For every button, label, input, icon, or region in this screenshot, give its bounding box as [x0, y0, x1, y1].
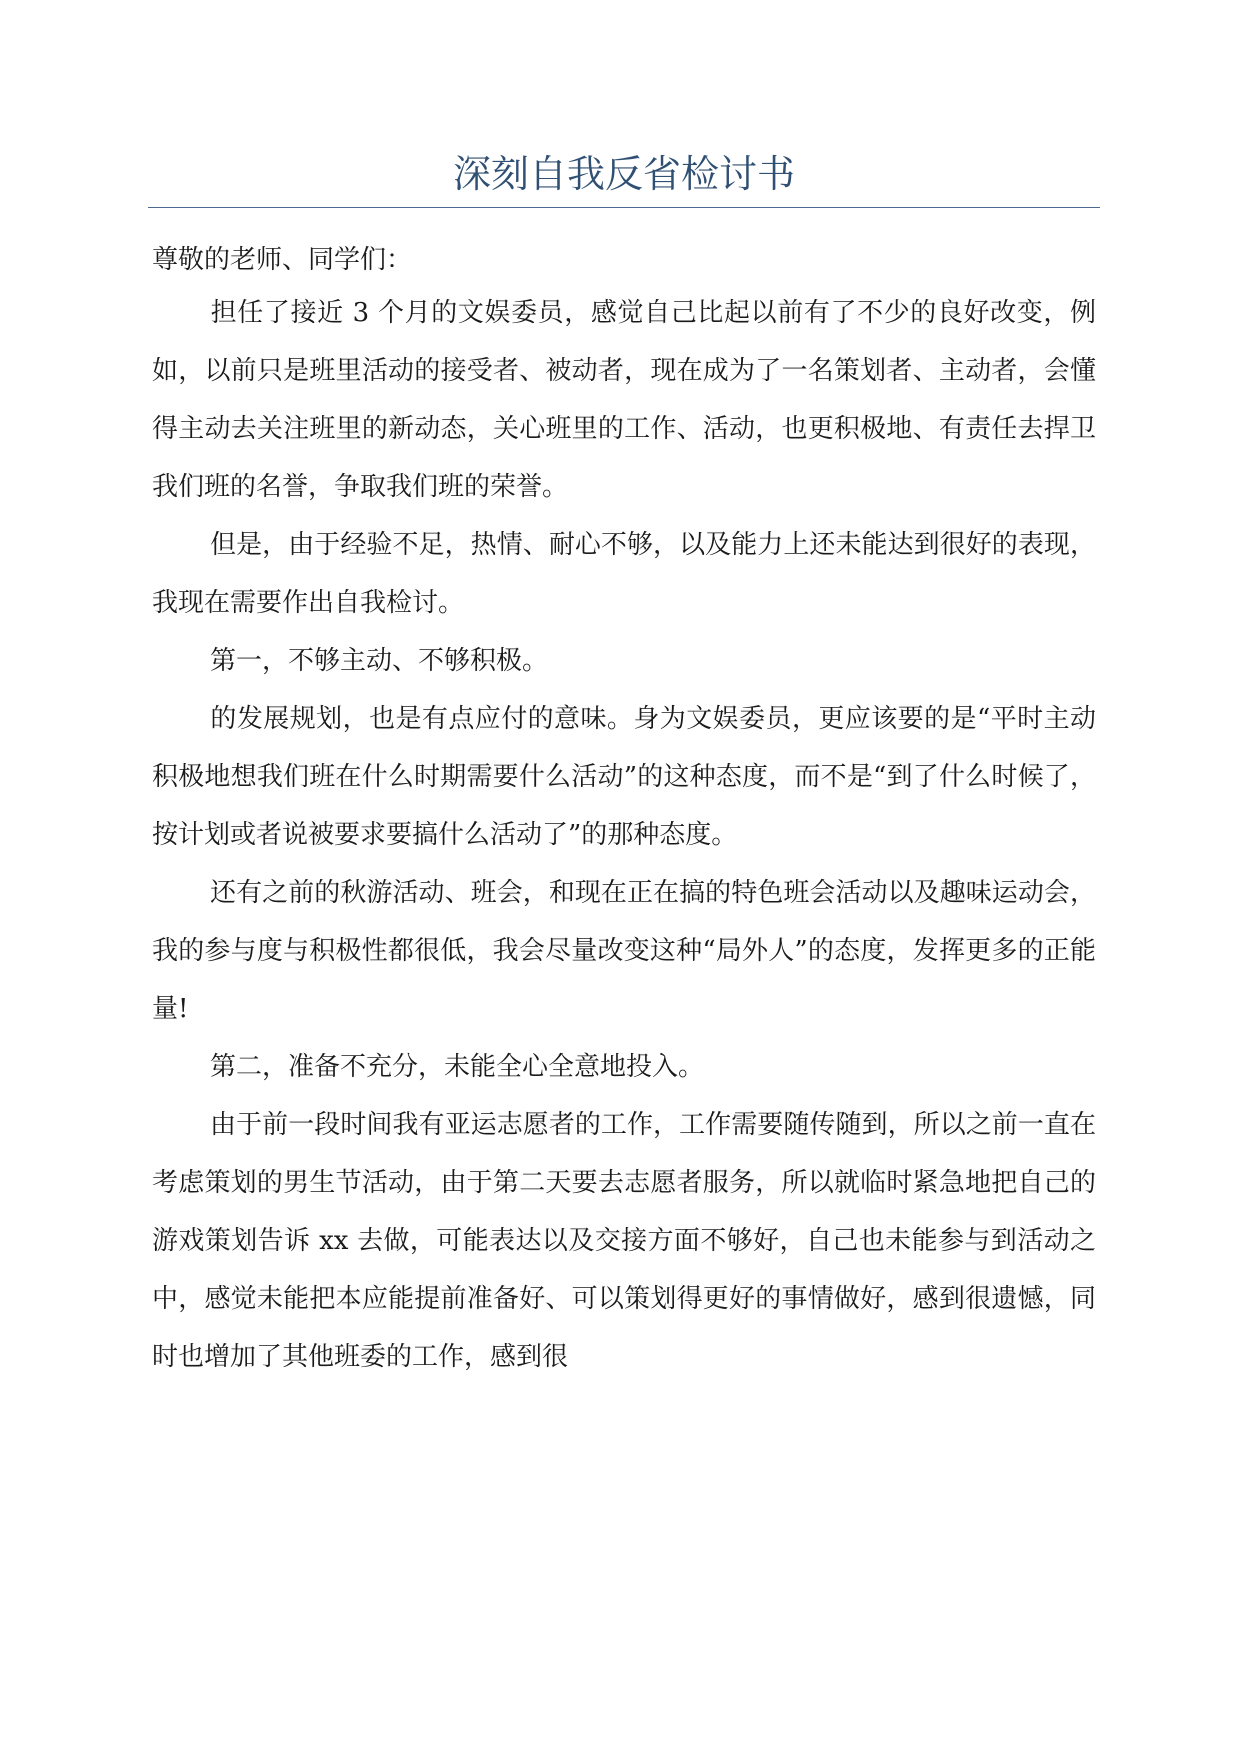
paragraph-7: 由于前一段时间我有亚运志愿者的工作，工作需要随传随到，所以之前一直在考虑策划的男生节活动，由于第二天要去志愿者服务，所以就临时紧急地把自己的游戏策划告诉 xx 去做，可能表达以及交接方面不够好，自己也未能参与到活动之中，感觉未能把本应能提前准备好、可以策划得更好的事情做好，感到很遗憾，同时也增加了其他班委的工作，感到很	[152, 1110, 1096, 1372]
paragraph-5: 还有之前的秋游活动、班会，和现在正在搞的特色班会活动以及趣味运动会，我的参与度与积极性都很低，我会尽量改变这种“局外人”的态度，发挥更多的正能量!	[152, 878, 1096, 1024]
paragraph-1: 担任了接近 3 个月的文娱委员，感觉自己比起以前有了不少的良好改变，例如，以前只是班里活动的接受者、被动者，现在成为了一名策划者、主动者，会懂得主动去关注班里的新动态，关心班里的工作、活动，也更积极地、有责任去捍卫我们班的名誉，争取我们班的荣誉。	[152, 298, 1096, 502]
paragraph-6: 第二，准备不充分，未能全心全意地投入。	[210, 1052, 705, 1082]
title-divider	[148, 207, 1100, 208]
paragraph-4: 的发展规划，也是有点应付的意味。身为文娱委员，更应该要的是“平时主动积极地想我们班在什么时期需要什么活动”的这种态度，而不是“到了什么时候了，按计划或者说被要求要搞什么活动了”的那种态度。	[152, 704, 1096, 850]
document-title: 深刻自我反省检讨书	[452, 152, 795, 196]
salutation: 尊敬的老师、同学们：	[152, 245, 413, 275]
paragraph-2: 但是，由于经验不足，热情、耐心不够，以及能力上还未能达到很好的表现，我现在需要作出自我检讨。	[152, 530, 1096, 618]
paragraph-3: 第一，不够主动、不够积极。	[210, 646, 549, 676]
